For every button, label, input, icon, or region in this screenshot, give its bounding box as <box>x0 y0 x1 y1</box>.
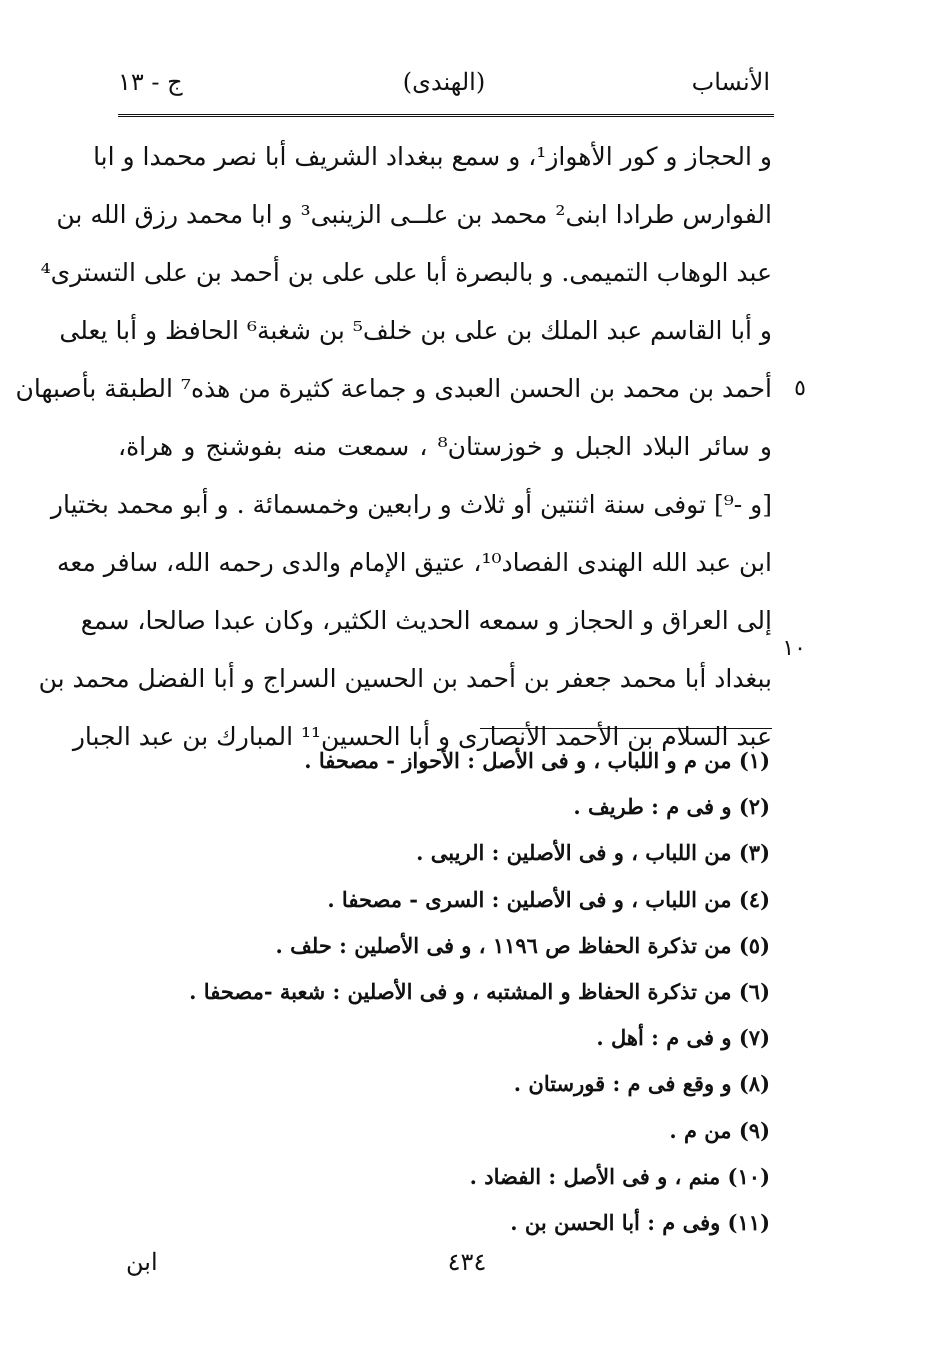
footnote: (٣) من اللباب ، و فى الأصلين : الريبى . <box>416 840 770 866</box>
footnote: (٢) و فى م : طريف . <box>573 794 770 820</box>
text-line: عبد الوهاب التميمى. و بالبصرة أبا على على بن أحمد بن على التسترى⁴ <box>40 258 772 287</box>
text-line: أحمد بن محمد بن الحسن العبدى و جماعة كثيرة من هذه⁷ الطبقة بأصبهان <box>15 374 772 403</box>
footnote: (٨) و وقع فى م : قورستان . <box>513 1071 770 1097</box>
footnote: (٩) من م . <box>669 1117 770 1143</box>
footnote-rule <box>480 728 772 729</box>
text-line: ابن عبد الله الهندى الفصاد¹⁰، عتيق الإمام والدى رحمه الله، سافر معه <box>57 548 772 577</box>
text-line: و الحجاز و كور الأهواز¹، و سمع ببغداد الشريف أبا نصر محمدا و ابا <box>93 142 772 171</box>
main-text <box>15 128 772 766</box>
page-number: ٤٣٤ <box>447 1248 487 1276</box>
header-rule <box>118 114 774 117</box>
footnote: (٤) من اللباب ، و فى الأصلين : السرى - مصحفا . <box>327 886 770 912</box>
text-line: ببغداد أبا محمد جعفر بن أحمد بن الحسين السراج و أبا الفضل محمد بن <box>38 664 772 693</box>
header-center: (الهندى) <box>402 68 486 96</box>
footnote: (٦) من تذكرة الحفاظ و المشتبه ، و فى الأصلين : شعبة -مصحفا . <box>189 978 770 1004</box>
header-title: الأنساب <box>691 68 770 96</box>
line-number-10: ١٠ <box>782 636 806 661</box>
header-volume: ج - ١٣ <box>118 68 183 96</box>
text-line: الفوارس طرادا ابنى² محمد بن علــى الزينبى³ و ابا محمد رزق الله بن <box>56 200 772 229</box>
line-number-5: ٥ <box>794 376 806 401</box>
footnotes <box>150 738 770 1246</box>
footnote: (١١) وفى م : أبا الحسن بن . <box>510 1209 770 1235</box>
text-line: و أبا القاسم عبد الملك بن على بن خلف⁵ بن شغبة⁶ الحافظ و أبا يعلى <box>59 316 772 345</box>
footnote: (١٠) منم ، و فى الأصل : الفضاد . <box>469 1163 770 1189</box>
text-line: [و -⁹] توفى سنة اثنتين أو ثلاث و رابعين وخمسمائة . و أبو محمد بختيار <box>50 490 772 519</box>
text-line: إلى العراق و الحجاز و سمعه الحديث الكثير، وكان عبدا صالحا، سمع <box>80 606 772 635</box>
footnote: (٥) من تذكرة الحفاظ ص ١١٩٦ ، و فى الأصلين : حلف . <box>275 932 770 958</box>
running-header <box>118 62 770 102</box>
text-line: و سائر البلاد الجبل و خوزستان⁸ ، سمعت منه بفوشنج و هراة، <box>118 432 772 461</box>
text-line: عبد السلام بن الأحمد الأنصارى و أبا الحسين¹¹ المبارك بن عبد الجبار <box>72 722 772 751</box>
catchword: ابن <box>126 1248 158 1276</box>
footnote: (٧) و فى م : أهل . <box>596 1025 770 1051</box>
footnote: (١) من م و اللباب ، و فى الأصل : الأحواز - مصحفا . <box>304 748 770 773</box>
